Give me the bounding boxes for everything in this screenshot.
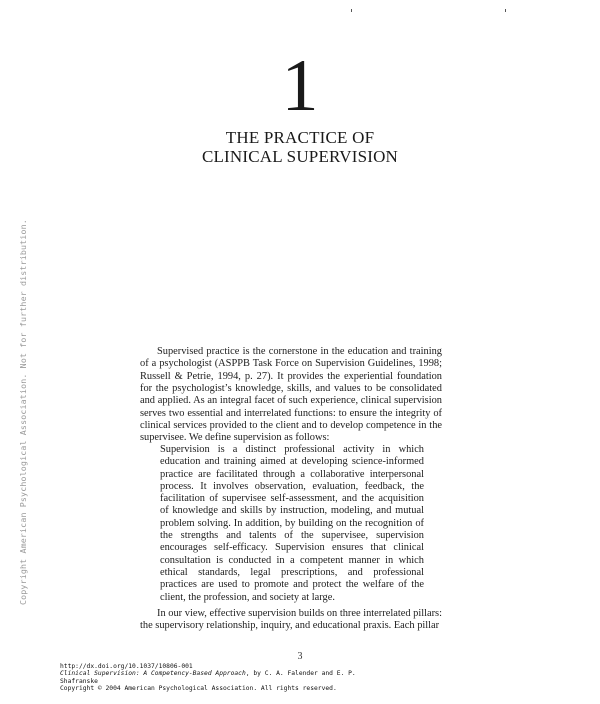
scan-mark (351, 9, 352, 12)
doi-link[interactable]: http://dx.doi.org/10.1037/10806-001 (60, 663, 193, 670)
chapter-title-line-1: THE PRACTICE OF (225, 128, 375, 147)
copyright-side-notice: Copyright American Psychological Association. Not for further distribution. (18, 219, 28, 605)
chapter-title (0, 128, 600, 166)
page-number: 3 (297, 651, 303, 662)
book-title: Clinical Supervision: A Competency-Based Approach (60, 670, 246, 678)
chapter-title-line-2: CLINICAL SUPERVISION (201, 147, 399, 166)
scan-mark (505, 9, 506, 12)
citation-line (60, 670, 390, 677)
copyright-line: Copyright © 2004 American Psychological Association. All rights reserved. (60, 684, 337, 692)
definition-block-quote: Supervision is a distinct professional activity in which education and training aimed at developing science-informed practice are facilitated through a collaborative interpersonal process. It involves observation, evaluation, feedback, the facilitation of supervisee self-assessment, and the acquisition of knowledge and skills by instruction, modeling, and mutual problem solving. In addition, by building on the recognition of the strengths and talents of the supervisee, supervision encourages self-efficacy. Supervision ensures that clinical consultation is conducted in a competent manner in which ethical standards, legal prescriptions, and professional practices are used to promote and protect the welfare of the client, the profession, and society at large. (160, 444, 424, 603)
authors-continued: Shafranske (60, 677, 98, 685)
body-paragraph-2: In our view, effective supervision builds on three interrelated pillars: the supervisory relationship, inquiry, and educational praxis. Each pillar (140, 608, 442, 632)
authors: , by C. A. Falender and E. P. (245, 670, 356, 678)
chapter-number: 1 (281, 45, 319, 127)
body-paragraph-1: Supervised practice is the cornerstone in the education and training of a psychologist (ASPPB Task Force on Supervision Guidelines, 1998; Russell & Petrie, 1994, p. 27). It provides the experiential foundation for the psychologist’s knowledge, skills, and values to be consolidated and applied. As an integral facet of such experience, clinical supervision serves two essential and interrelated functions: to ensure the integrity of clinical services provided to the client and to develop competence in the supervisee. We define supervision as follows: (140, 346, 442, 444)
citation-footer (60, 663, 390, 692)
